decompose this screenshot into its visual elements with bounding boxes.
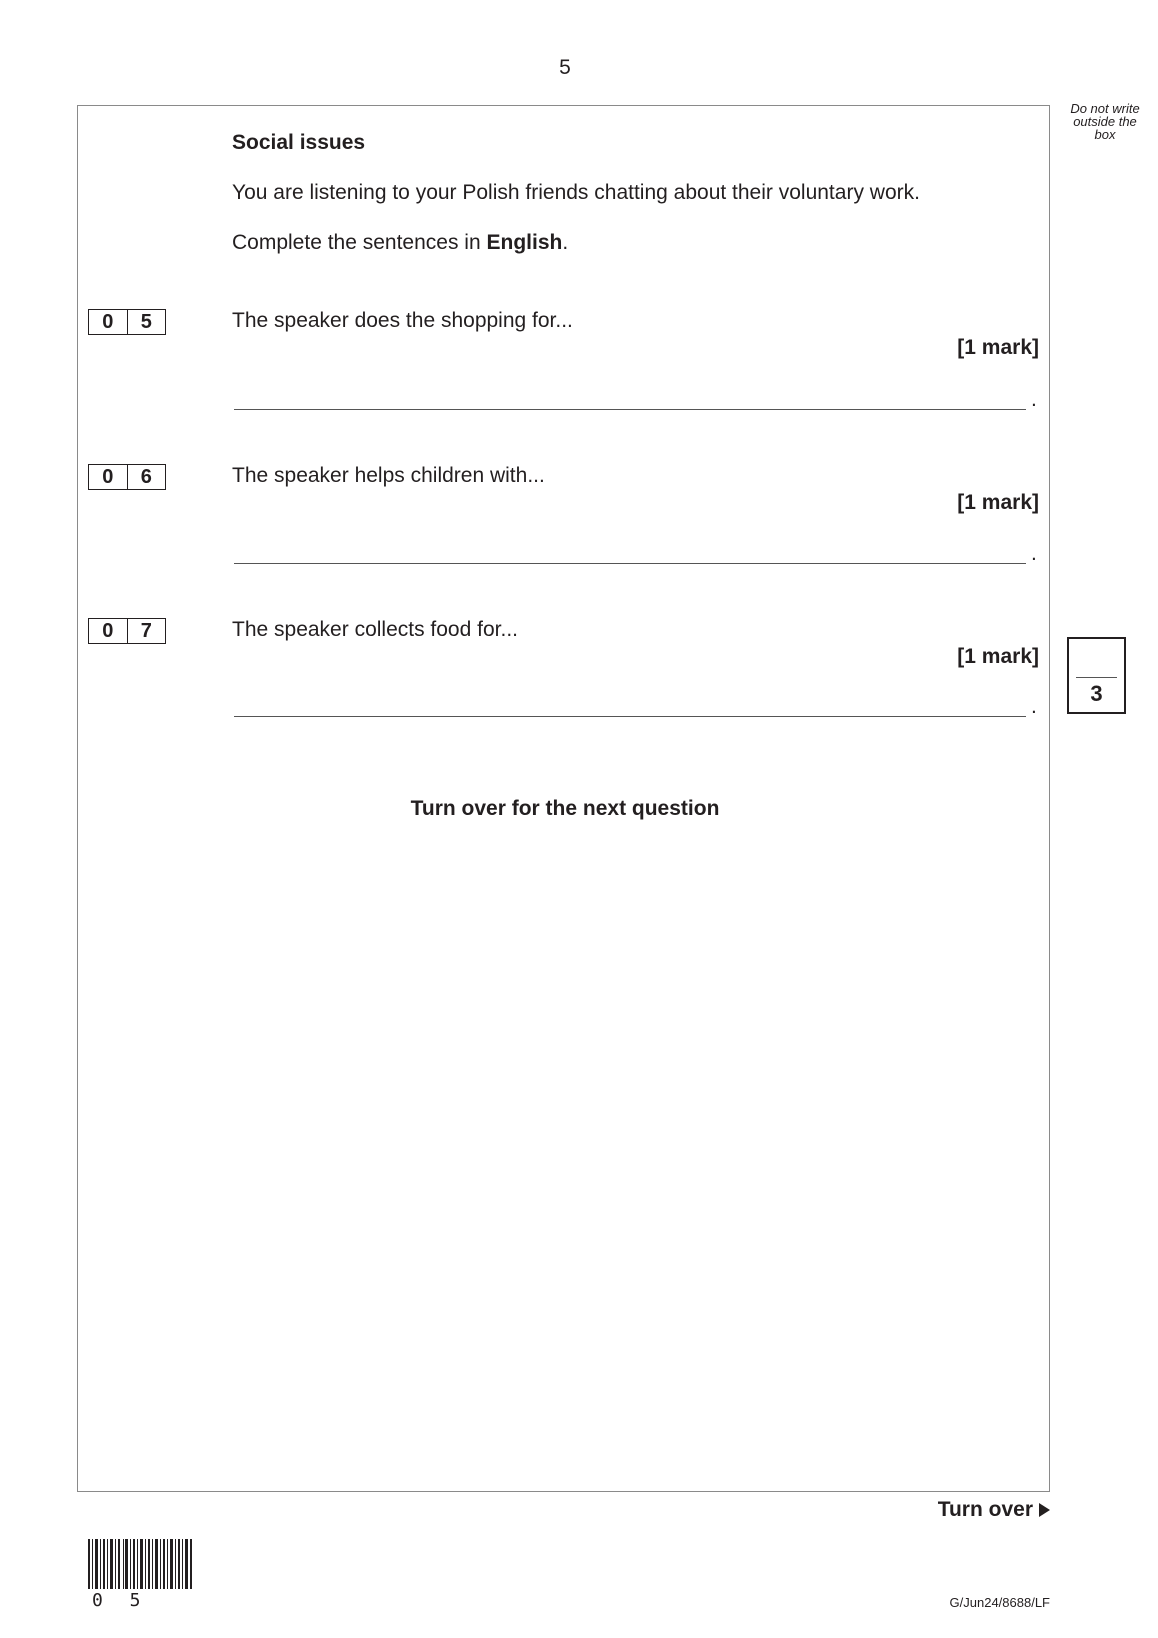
paper-code: G/Jun24/8688/LF: [949, 1595, 1050, 1610]
instruction-bold: English: [486, 231, 563, 254]
question-digit: 0: [102, 311, 114, 333]
question-number-05: [88, 309, 166, 335]
section-instruction: [232, 231, 568, 255]
turn-over-label: Turn over: [937, 1498, 1033, 1521]
instruction-suffix: .: [562, 231, 569, 254]
answer-dot-06: .: [1031, 542, 1037, 565]
section-intro: You are listening to your Polish friends chatting about their voluntary work.: [232, 181, 920, 204]
question-digit: 6: [127, 465, 166, 489]
score-box: [1067, 637, 1126, 714]
answer-line-05[interactable]: [234, 409, 1026, 410]
answer-line-06[interactable]: [234, 563, 1026, 564]
page-number: 5: [559, 56, 571, 79]
question-marks-06: [1 mark]: [957, 491, 1039, 514]
turn-over-next-question: Turn over for the next question: [410, 797, 720, 820]
question-number-06: [88, 464, 166, 490]
barcode-digits: 0 5: [92, 1590, 149, 1611]
question-text-05: The speaker does the shopping for...: [232, 309, 573, 332]
margin-note: Do not write outside the box: [1070, 101, 1140, 142]
answer-dot-05: .: [1031, 388, 1037, 411]
turn-over-footer: [938, 1498, 1050, 1522]
barcode-image: [88, 1539, 192, 1589]
question-digit: 0: [102, 466, 114, 488]
score-total: 3: [1090, 681, 1103, 706]
score-line: [1076, 677, 1117, 678]
answer-dot-07: .: [1031, 695, 1037, 718]
question-text-07: The speaker collects food for...: [232, 618, 518, 641]
question-marks-07: [1 mark]: [957, 645, 1039, 668]
question-digit: 5: [127, 310, 166, 334]
question-digit: 7: [127, 619, 166, 643]
question-number-07: [88, 618, 166, 644]
question-digit: 0: [102, 620, 114, 642]
instruction-prefix: Complete the sentences in: [232, 231, 487, 254]
question-text-06: The speaker helps children with...: [232, 464, 545, 487]
arrow-right-icon: [1039, 1503, 1050, 1517]
section-title: Social issues: [232, 131, 366, 154]
answer-line-07[interactable]: [234, 716, 1026, 717]
question-marks-05: [1 mark]: [957, 336, 1039, 359]
